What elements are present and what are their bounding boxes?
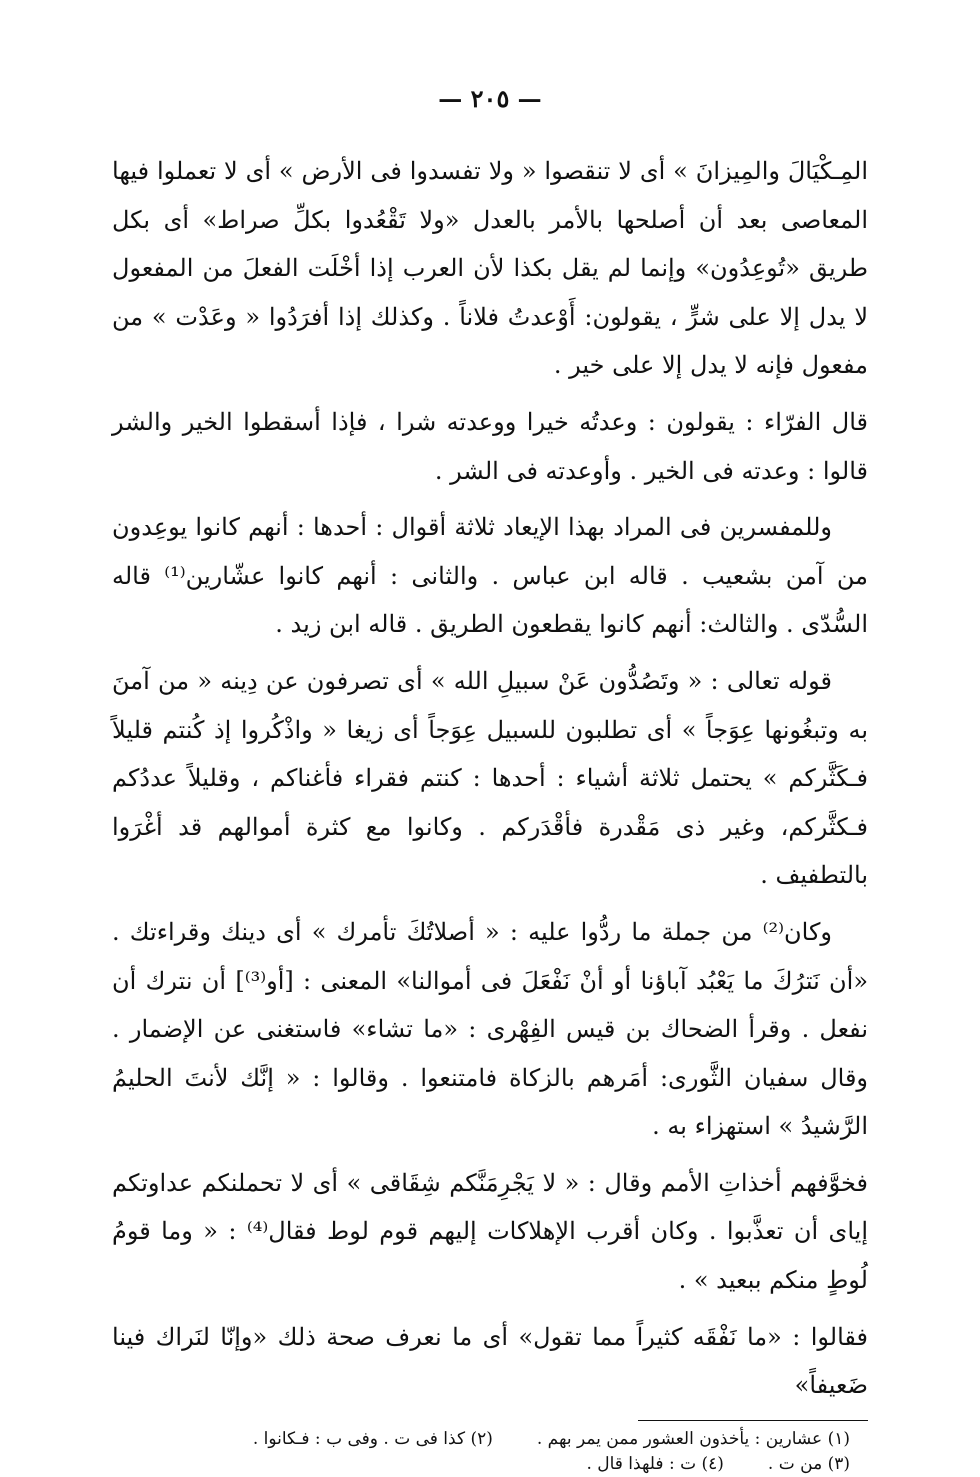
paragraph-4: قوله تعالى : « وتَصُدُّون عَنْ سبيلِ الله » أى تصرفون عن دِينه « من آمنَ به وتبغُونها عِوَجاً » أى تطلبون للسبيل عِوَجاً أى زيغا « واذْكُروا إذ كُنتم قليلاً فـكَثَّركم » يحتمل ثلاثة أشياء : أحدها : كنتم فقراء فأغناكم ، وقليلاً عددُكم فـكثَّركم، وغير ذى مَقْدرة فأقْدَركم . وكانوا مع كثرة أموالهم قد أغْرَوا بالتطفيف . (112, 666, 868, 890)
footnote-2: (٢) كذا فى ت . وفى ب : فـكانوا . (252, 1428, 493, 1449)
footnote-1: (١) عشارين : يأخذون العشور ممن يمر بهم . (536, 1428, 850, 1449)
paragraph-1: المِـكْيَالَ والمِيزانَ » أى لا تنقصوا « ولا تفسدوا فى الأرض » أى لا تعملوا فيها المعاصى بعد أن أصلحها بالأمر بالعدل «ولا تَقْعُدوا بكلِّ صراط» أى بكل طريق «تُوعِدُون» وإنما لم يقل بكذا لأن العرب إذا أخْلَت الفعلَ من المفعول لا يدل إلا على شرٍّ ، يقولون: أَوْعدتُ فلاناً . وكذلك إذا أفرَدُوا « وعَدْت » من مفعول فإنه لا يدل إلا على خير . (112, 157, 868, 380)
footnote-divider (638, 1420, 868, 1421)
page-number: — ٢٠٥ — (438, 84, 542, 113)
paragraph-7: فقالوا : «ما نَفْقَه كثيراً مما تقول» أى ما نعرف صحة ذلك «وإنّا لنَراك فينا ضَعيفاً» (112, 1322, 868, 1400)
footnote-row (112, 1427, 850, 1452)
paragraph-3: وللمفسرين فى المراد بهذا الإيعاد ثلاثة أقوال : أحدها : أنهم كانوا يوعِدون من آمن بشعيب . قاله ابن عباس . والثانى : أنهم كانوا عشّارين⁽¹⁾ قاله السُّدّى . والثالث: أنهم كانوا يقطعون الطريق . قاله ابن زيد . (112, 513, 868, 639)
footnote-4: (٤) ت : فلهذا قال . (586, 1453, 724, 1474)
paragraph-2: قال الفرّاء : يقولون : وعدتُه خيرا ووعدته شرا ، فإذا أسقطوا الخير والشر قالوا : وعدته فى الخير . وأوعدته فى الشر . (112, 407, 868, 485)
footnote-row (112, 1452, 850, 1477)
paragraph-5: وكان⁽²⁾ من جملة ما ردُّوا عليه : « أصلاتُكَ تأمرك » أى دينك وقراءتك . «أن نَترُكَ ما يَعْبُد آباؤنا أو أنْ نَفْعَلَ فى أموالنا» المعنى : [أو⁽³⁾] أن نترك أن نفعل . وقرأ الضحاك بن قيس الفِهْرى : «ما تشاء» فاستغنى عن الإضمار . وقال سفيان الثَّورى: أمَرهم بالزكاة فامتنعوا . وقالوا : « إنَّك لأنتَ الحليمُ الرَّشيدُ » استهزاء به . (112, 917, 868, 1141)
footnotes (112, 1427, 868, 1477)
paragraph-6: فخوَّفهم أخذاتِ الأمم وقال : « لا يَجْرِمَنَّكم شِقَاقى » أى لا تحملنكم عداوتكم إياى أن تعذَّبوا . وكان أقرب الإهلاكات إليهم قوم لوط فقال⁽⁴⁾ : « وما قومُ لُوطٍ منكم ببعيد » . (112, 1168, 868, 1295)
footnote-3: (٣) من ت . (767, 1453, 850, 1474)
